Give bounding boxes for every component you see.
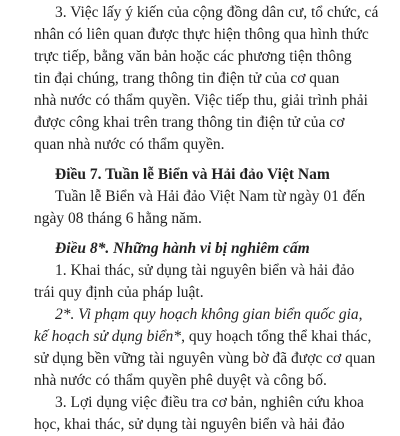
paragraph-line: nhân có liên quan được thực hiện thông qua hình thức xyxy=(34,26,369,43)
article-8-item-2-cont: sử dụng bền vững tài nguyên vùng bờ đã được cơ quan xyxy=(34,350,376,367)
article-8-item-3: 3. Lợi dụng việc điều tra cơ bản, nghiên cứu khoa xyxy=(55,394,364,411)
article-8-item-1-cont: trái quy định của pháp luật. xyxy=(34,284,204,301)
paragraph-line: trực tiếp, bằng văn bản hoặc các phương tiện thông xyxy=(34,48,352,65)
item-2-plan-name: quy hoạch không gian biển quốc gia, xyxy=(133,306,363,323)
article-7-heading: Điều 7. Tuần lễ Biển và Hải đảo Việt Nam xyxy=(55,166,330,183)
article-8-item-3-cont: học, khai thác, sử dụng tài nguyên biển và hải đảo xyxy=(34,416,345,433)
article-8-item-1: 1. Khai thác, sử dụng tài nguyên biển và hải đảo xyxy=(55,262,355,279)
item-2-plan-name-cont: kế hoạch sử dụng biển* xyxy=(34,328,182,345)
article-8-item-2-cont: nhà nước có thẩm quyền phê duyệt và công bố. xyxy=(34,372,327,389)
paragraph-line: nhà nước có thẩm quyền. Việc tiếp thu, giải trình phải xyxy=(34,92,368,109)
article-8-heading: Điều 8*. Những hành vi bị nghiêm cấm xyxy=(55,240,310,257)
paragraph-line: 3. Việc lấy ý kiến của cộng đồng dân cư, tổ chức, cá xyxy=(55,4,379,21)
article-7-line: ngày 08 tháng 6 hằng năm. xyxy=(34,210,202,227)
paragraph-line: quan nhà nước có thẩm quyền. xyxy=(34,136,225,153)
paragraph-line: được công khai trên trang thông tin điện tử của cơ xyxy=(34,114,345,131)
item-2-number: 2*. Vi phạm xyxy=(55,306,134,323)
paragraph-line: tin đại chúng, trang thông tin điện tử của cơ quan xyxy=(34,70,340,87)
item-2-text: , quy hoạch tổng thể khai thác, xyxy=(181,328,372,345)
article-8-item-2 xyxy=(55,304,363,326)
article-8-item-2-cont xyxy=(34,326,371,348)
article-7-line: Tuần lễ Biển và Hải đảo Việt Nam từ ngày 01 đến xyxy=(55,188,366,205)
